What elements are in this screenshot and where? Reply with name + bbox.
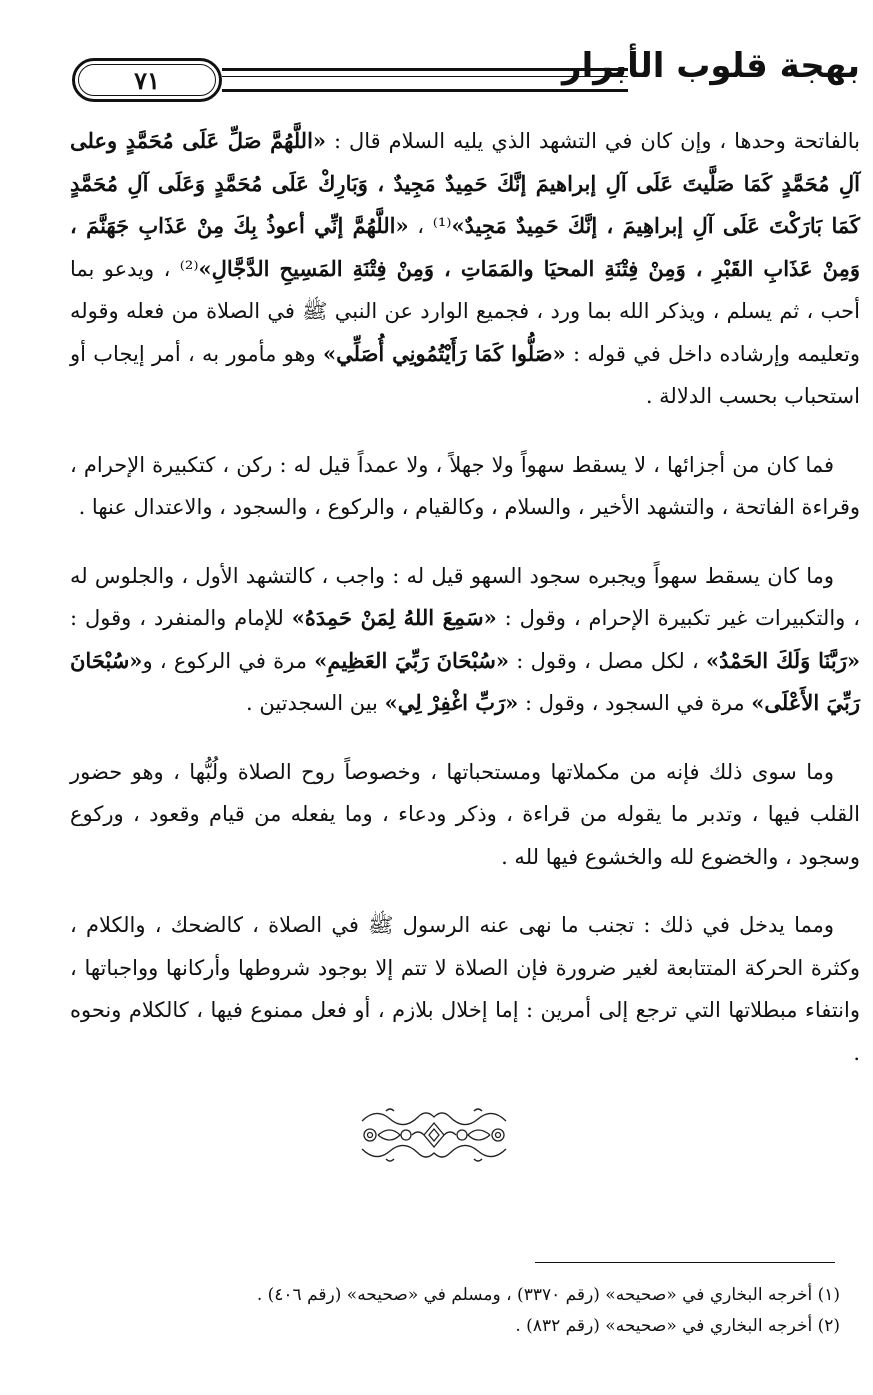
quoted-supplication: «سُبْحَانَ رَبِّيَ الأَعْلَى» xyxy=(70,647,860,715)
text-run: ، لكل مصل ، وقول : xyxy=(509,648,707,673)
paragraph xyxy=(70,904,860,1074)
quoted-supplication: «اللَّهُمَّ إنِّي أعوذُ بِكَ مِنْ عَذَابِ جَهَنَّمَ ، وَمِنْ عَذَابِ القَبْرِ ، وَمِنْ فِتْنَةِ المحيَا والمَمَاتِ ، وَمِنْ فِتْنَةِ المَسِيحِ الدَّجَّالِ» xyxy=(70,213,860,281)
footnote-separator xyxy=(535,1262,835,1263)
page-header xyxy=(70,42,860,118)
footnote-2: (٢) أخرجه البخاري في «صحيحه» (رقم ٨٣٢) . xyxy=(515,1316,840,1336)
quoted-supplication: «صَلُّوا كَمَا رَأَيْتُمُونِي أُصَلِّي» xyxy=(323,340,566,366)
text-run: مرة في السجود ، وقول : xyxy=(518,691,752,715)
quoted-supplication: «اللَّهُمَّ صَلِّ عَلَى مُحَمَّدٍ وعلى آلِ مُحَمَّدٍ كَمَا صَلَّيتَ عَلَى آلِ إبراهيمَ إنَّكَ حَمِيدٌ مَجِيدٌ ، وَبَارِكْ عَلَى مُحَمَّدٍ وَعَلَى آلِ مُحَمَّدٍ كَمَا بَارَكْتَ عَلَى آلِ إبراهِيمَ ، إنَّكَ حَمِيدٌ مَجِيدٌ» xyxy=(70,128,860,238)
paragraph xyxy=(70,444,860,529)
text-run: وهو مأمور به ، أمر إيجاب أو استحباب بحسب الدلالة . xyxy=(70,341,860,408)
text-run: فما كان من أجزائها ، لا يسقط سهواً ولا جهلاً ، ولا عمداً قيل له : ركن ، كتكبيرة الإحرام ، وقراءة الفاتحة ، والتشهد الأخير ، والسلام ، وكالقيام ، والركوع ، والسجود ، والاعتدال عنها . xyxy=(70,452,860,519)
quoted-supplication: «سُبْحَانَ رَبِّيَ العَظِيمِ» xyxy=(314,647,509,673)
paragraph xyxy=(70,751,860,879)
ornament-divider-icon xyxy=(356,1103,512,1167)
text-run: ومما يدخل في ذلك : تجنب ما نهى عنه الرسول ﷺ في الصلاة ، كالضحك ، والكلام ، وكثرة الحركة المتتابعة لغير ضرورة فإن الصلاة لا تتم إلا بوجود شروطها وأركانها وواجباتها ، وانتفاء مبطلاتها التي ترجع إلى أمرين : إما إخلال بلازم ، أو فعل ممنوع فيها ، كالكلام ونحوه . xyxy=(70,913,860,1065)
page-number: ٧١ xyxy=(134,65,160,95)
text-run: بين السجدتين . xyxy=(245,691,385,715)
paragraph xyxy=(70,120,860,418)
footnote-1: (١) أخرجه البخاري في «صحيحه» (رقم ٣٣٧٠) ، ومسلم في «صحيحه» (رقم ٤٠٦) . xyxy=(256,1285,840,1305)
text-run: بالفاتحة وحدها ، وإن كان في التشهد الذي يليه السلام قال : xyxy=(326,129,860,153)
quoted-supplication: «سَمِعَ اللهُ لِمَنْ حَمِدَهُ» xyxy=(291,605,497,630)
main-text xyxy=(70,120,860,1100)
text-run: ⁽¹⁾ ، xyxy=(408,214,452,238)
text-run: مرة في الركوع ، و xyxy=(142,648,315,673)
paragraph xyxy=(70,555,860,725)
text-run: وما سوى ذلك فإنه من مكملاتها ومستحباتها ، وخصوصاً روح الصلاة ولُبُّها ، وهو حضور القلب فيها ، وتدبر ما يقوله من قراءة ، وذكر ودعاء ، وما يفعله من قيام وقعود ، وركوع وسجود ، والخضوع لله والخشوع فيها لله . xyxy=(70,759,860,869)
running-title: بهجة قلوب الأبرار xyxy=(562,46,860,86)
quoted-supplication: «رَبَّنَا وَلَكَ الحَمْدُ» xyxy=(706,647,860,673)
text-run: وما كان يسقط سهواً ويجبره سجود السهو قيل له : واجب ، كالتشهد الأول ، والجلوس له ، والتكبيرات غير تكبيرة الإحرام ، وقول : xyxy=(70,563,860,630)
text-run: للإمام والمنفرد ، وقول : xyxy=(70,606,292,630)
footnotes xyxy=(70,1280,840,1342)
quoted-supplication: «رَبِّ اغْفِرْ لِي» xyxy=(384,690,519,715)
text-run: ⁽²⁾ ، ويدعو بما أحب ، ثم يسلم ، ويذكر الله بما ورد ، فجميع الوارد عن النبي ﷺ في الصلاة من فعله وقوله وتعليمه وإرشاده داخل في قوله : xyxy=(70,256,860,366)
page-number-frame xyxy=(72,58,222,102)
